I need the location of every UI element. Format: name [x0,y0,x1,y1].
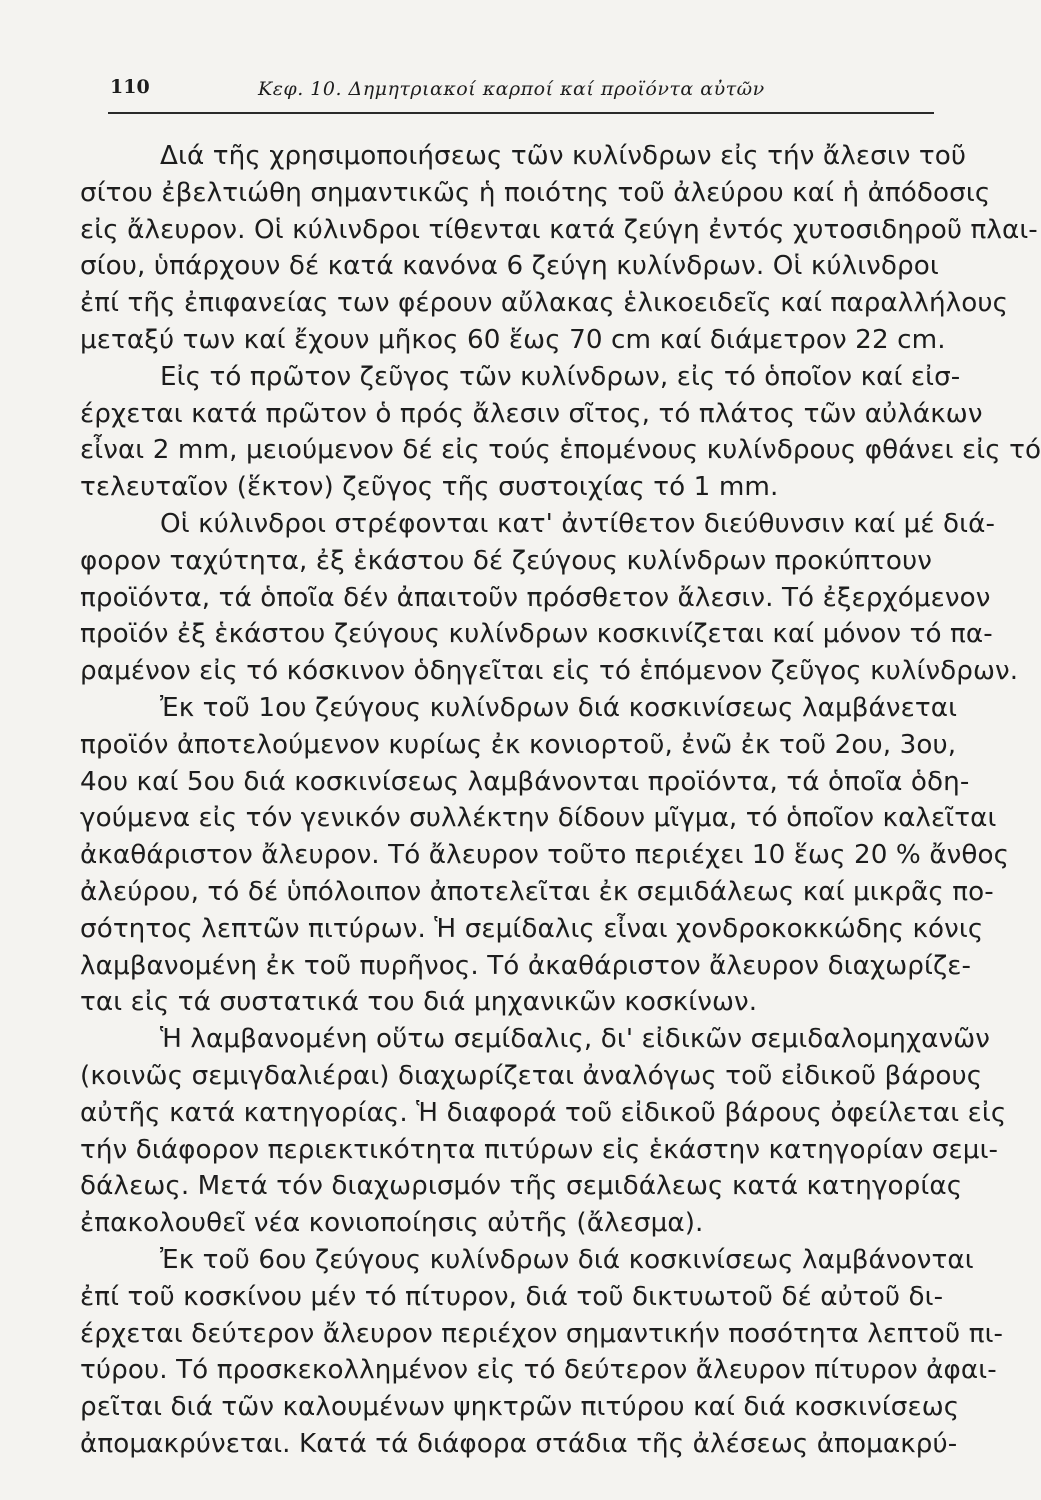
text-line: έρχεται δεύτερον ἄλευρον περιέχον σημαντικήν ποσότητα λεπτοῦ πι- [80,1318,1004,1349]
text-line: προϊόν ἀποτελούμενον κυρίως ἐκ κονιορτοῦ, ἐνῶ ἐκ τοῦ 2ου, 3ου, [80,729,957,760]
text-line: έρχεται κατά πρῶτον ὁ πρός ἄλεσιν σῖτος, τό πλάτος τῶν αὐλάκων [80,398,983,429]
text-line: Εἰς τό πρῶτον ζεῦγος τῶν κυλίνδρων, εἰς τό ὁποῖον καί εἰσ- [160,361,961,392]
text-line: ἐπί τῆς ἐπιφανείας των φέρουν αὔλακας ἑλικοειδεῖς καί παραλλήλους [80,288,1009,319]
text-line: τήν διάφορον περιεκτικότητα πιτύρων εἰς ἑκάστην κατηγορίαν σεμι- [80,1134,999,1165]
text-line: ἐπακολουθεῖ νέα κονιοποίησις αὐτῆς (ἄλεσμα). [80,1208,704,1239]
text-line: φορον ταχύτητα, ἐξ ἑκάστου δέ ζεύγους κυλίνδρων προκύπτουν [80,545,932,576]
text-line: Ἐκ τοῦ 1ου ζεύγους κυλίνδρων διά κοσκινίσεως λαμβάνεται [160,692,958,723]
text-line: Ἡ λαμβανομένη οὕτω σεμίδαλις, δι' εἰδικῶν σεμιδαλομηχανῶν [160,1024,990,1055]
text-line: τύρου. Τό προσκεκολλημένον εἰς τό δεύτερον ἄλευρον πίτυρον ἀφαι- [80,1355,997,1386]
text-line: σότητος λεπτῶν πιτύρων. Ἡ σεμίδαλις εἶναι χονδροκοκκώδης κόνις [80,913,984,944]
text-line: εἰς ἄλευρον. Οἱ κύλινδροι τίθενται κατά ζεύγη ἐντός χυτοσιδηροῦ πλαι- [80,214,1038,245]
text-line: μεταξύ των καί ἔχουν μῆκος 60 ἕως 70 cm καί διάμετρον 22 cm. [80,324,946,355]
text-line: ται εἰς τά συστατικά του διά μηχανικῶν κοσκίνων. [80,987,758,1018]
text-line: προϊόντα, τά ὁποῖα δέν ἀπαιτοῦν πρόσθετον ἄλεσιν. Τό ἐξερχόμενον [80,582,991,613]
body-text [80,138,1041,1463]
text-line: τελευταῖον (ἕκτον) ζεῦγος τῆς συστοιχίας τό 1 mm. [80,472,779,503]
text-line: ρεῖται διά τῶν καλουμένων ψηκτρῶν πιτύρου καί διά κοσκινίσεως [80,1392,960,1423]
page-number: 110 [110,76,150,98]
text-line: ἐπί τοῦ κοσκίνου μέν τό πίτυρον, διά τοῦ δικτυωτοῦ δέ αὐτοῦ δι- [80,1281,944,1312]
text-line: Ἐκ τοῦ 6ου ζεύγους κυλίνδρων διά κοσκινίσεως λαμβάνονται [160,1244,974,1275]
text-line: σίτου ἐβελτιώθη σημαντικῶς ἡ ποιότης τοῦ ἀλεύρου καί ἡ ἀπόδοσις [80,177,991,208]
chapter-title: Κεφ. 10. Δημητριακοί καρποί καί προϊόντα αὐτῶν [258,78,765,100]
text-line: ἀκαθάριστον ἄλευρον. Τό ἄλευρον τοῦτο περιέχει 10 ἕως 20 % ἄνθος [80,840,1010,871]
text-line: γούμενα εἰς τόν γενικόν συλλέκτην δίδουν μῖγμα, τό ὁποῖον καλεῖται [80,803,997,834]
text-line: ἀπομακρύνεται. Κατά τά διάφορα στάδια τῆς ἀλέσεως ἀπομακρύ- [80,1428,958,1459]
text-line: ἀλεύρου, τό δέ ὑπόλοιπον ἀποτελεῖται ἐκ σεμιδάλεως καί μικρᾶς πο- [80,876,994,907]
text-line: Διά τῆς χρησιμοποιήσεως τῶν κυλίνδρων εἰς τήν ἄλεσιν τοῦ [160,141,967,171]
text-line: ραμένον εἰς τό κόσκινον ὁδηγεῖται εἰς τό ἑπόμενον ζεῦγος κυλίνδρων. [80,656,1019,687]
text-line: αὐτῆς κατά κατηγορίας. Ἡ διαφορά τοῦ εἰδικοῦ βάρους ὀφείλεται εἰς [80,1097,1007,1128]
text-line: δάλεως. Μετά τόν διαχωρισμόν τῆς σεμιδάλεως κατά κατηγορίας [80,1171,963,1202]
text-line: εἶναι 2 mm, μειούμενον δέ εἰς τούς ἑπομένους κυλίνδρους φθάνει εἰς τό [80,435,1041,466]
text-line: λαμβανομένη ἐκ τοῦ πυρῆνος. Τό ἀκαθάριστον ἄλευρον διαχωρίζε- [80,950,972,981]
text-line: Οἱ κύλινδροι στρέφονται κατ' ἀντίθετον διεύθυνσιν καί μέ διά- [160,508,996,539]
text-line: σίου, ὑπάρχουν δέ κατά κανόνα 6 ζεύγη κυλίνδρων. Οἱ κύλινδροι [80,251,939,282]
header-rule [108,112,934,114]
text-line: προϊόν ἐξ ἑκάστου ζεύγους κυλίνδρων κοσκινίζεται καί μόνον τό πα- [80,619,993,650]
running-head [110,74,935,104]
text-line: (κοινῶς σεμιγδαλιέραι) διαχωρίζεται ἀναλόγως τοῦ εἰδικοῦ βάρους [80,1060,983,1091]
text-line: 4ου καί 5ου διά κοσκινίσεως λαμβάνονται προϊόντα, τά ὁποῖα ὁδη- [80,766,970,797]
